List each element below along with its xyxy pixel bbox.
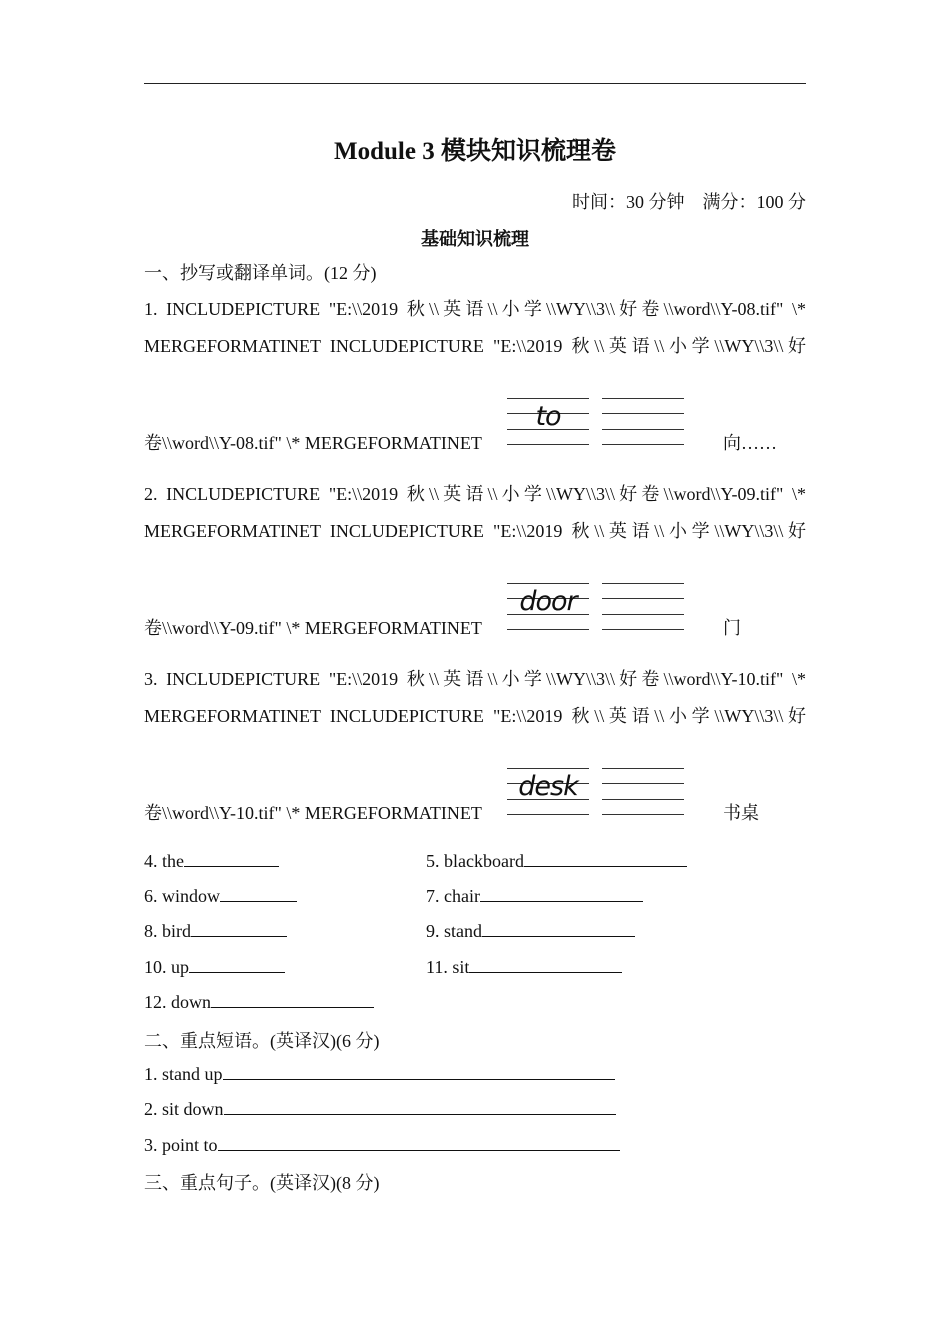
phrase-item-3-blank[interactable]: [218, 1134, 620, 1151]
word-item-9-blank[interactable]: [482, 920, 635, 937]
item2-line3: 卷\\word\\Y-09.tif" \* MERGEFORMATINET: [144, 618, 482, 638]
phrase-item-3: [144, 1134, 620, 1156]
word-item-9: [426, 920, 635, 942]
item3-handwriting-word: desk: [518, 771, 578, 802]
item1-line3: 卷\\word\\Y-08.tif" \* MERGEFORMATINET: [144, 433, 482, 453]
word-item-8-label: 8. bird: [144, 921, 191, 941]
word-item-10-label: 10. up: [144, 957, 189, 977]
phrase-item-2-label: 2. sit down: [144, 1099, 224, 1119]
item3-line3: 卷\\word\\Y-10.tif" \* MERGEFORMATINET: [144, 803, 482, 823]
word-item-8-blank[interactable]: [191, 920, 287, 937]
word-item-4: [144, 850, 279, 872]
word-item-12-blank[interactable]: [211, 991, 374, 1008]
item2-line1: 2. INCLUDEPICTURE "E:\\2019 秋\\英语\\小学\\WY\\3\\好卷\\word\\Y-09.tif" \*: [144, 484, 806, 504]
word-item-7-label: 7. chair: [426, 886, 480, 906]
section-subtitle: 基础知识梳理: [421, 229, 529, 249]
word-item-4-label: 4. the: [144, 851, 184, 871]
top-rule: [144, 83, 806, 84]
word-item-11-label: 11. sit: [426, 957, 470, 977]
word-item-7-blank[interactable]: [480, 885, 643, 902]
phrase-item-1-label: 1. stand up: [144, 1064, 223, 1084]
section3-heading: 三、重点句子。(英译汉)(8 分): [144, 1173, 380, 1193]
word-item-9-label: 9. stand: [426, 921, 482, 941]
word-item-11: [426, 956, 622, 978]
section1-heading: 一、抄写或翻译单词。(12 分): [144, 263, 377, 283]
word-item-4-blank[interactable]: [184, 850, 279, 867]
item2-meaning: 门: [723, 618, 741, 638]
word-item-10: [144, 956, 285, 978]
item3-answer-box[interactable]: [602, 768, 686, 816]
item2-answer-box[interactable]: [602, 583, 686, 631]
phrase-item-1-blank[interactable]: [223, 1063, 615, 1080]
word-item-5-blank[interactable]: [524, 850, 687, 867]
word-item-10-blank[interactable]: [189, 956, 285, 973]
item3-line2: MERGEFORMATINET INCLUDEPICTURE "E:\\2019 秋\\英语\\小学\\WY\\3\\好: [144, 706, 806, 726]
phrase-item-1: [144, 1063, 615, 1085]
word-item-11-blank[interactable]: [469, 956, 622, 973]
item2-handwriting-word: door: [519, 586, 577, 617]
phrase-item-2: [144, 1098, 616, 1120]
item1-answer-box[interactable]: [602, 398, 686, 446]
word-item-12: [144, 991, 374, 1013]
word-item-6-label: 6. window: [144, 886, 220, 906]
item3-line1: 3. INCLUDEPICTURE "E:\\2019 秋\\英语\\小学\\WY\\3\\好卷\\word\\Y-10.tif" \*: [144, 669, 806, 689]
time-score-info: 时间：30 分钟 满分：100 分: [572, 192, 806, 212]
item3-handwriting-box: [507, 768, 591, 816]
page-title: Module 3 模块知识梳理卷: [334, 138, 616, 165]
word-item-6: [144, 885, 297, 907]
item1-line2: MERGEFORMATINET INCLUDEPICTURE "E:\\2019 秋\\英语\\小学\\WY\\3\\好: [144, 336, 806, 356]
word-item-5: [426, 850, 687, 872]
item1-line1: 1. INCLUDEPICTURE "E:\\2019 秋\\英语\\小学\\WY\\3\\好卷\\word\\Y-08.tif" \*: [144, 299, 806, 319]
word-item-7: [426, 885, 643, 907]
phrase-item-2-blank[interactable]: [224, 1098, 616, 1115]
section2-heading: 二、重点短语。(英译汉)(6 分): [144, 1031, 380, 1051]
word-item-8: [144, 920, 287, 942]
item3-meaning: 书桌: [723, 803, 759, 823]
item1-handwriting-box: [507, 398, 591, 446]
phrase-item-3-label: 3. point to: [144, 1135, 218, 1155]
word-item-5-label: 5. blackboard: [426, 851, 524, 871]
word-item-12-label: 12. down: [144, 992, 211, 1012]
item1-meaning: 向……: [723, 433, 777, 453]
item2-handwriting-box: [507, 583, 591, 631]
word-item-6-blank[interactable]: [220, 885, 297, 902]
item2-line2: MERGEFORMATINET INCLUDEPICTURE "E:\\2019 秋\\英语\\小学\\WY\\3\\好: [144, 521, 806, 541]
item1-handwriting-word: to: [535, 401, 561, 432]
